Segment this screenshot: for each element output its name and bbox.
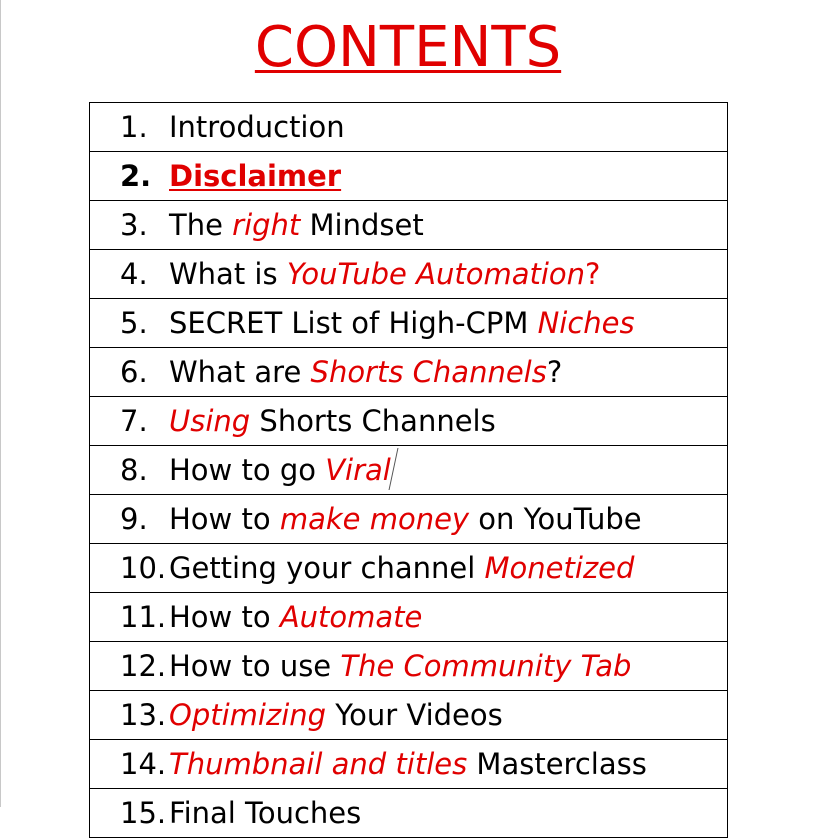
toc-entry-text-part: YouTube Automation xyxy=(286,257,586,291)
toc-entry-text-part: Your Videos xyxy=(326,698,503,732)
toc-entry-text-part: Disclaimer xyxy=(169,159,342,193)
toc-cell xyxy=(90,299,728,348)
toc-entry-text-part: SECRET List of High-CPM xyxy=(169,306,538,340)
toc-cell xyxy=(90,201,728,250)
toc-entry[interactable] xyxy=(90,250,727,298)
toc-entry-text-part: Masterclass xyxy=(467,747,647,781)
toc-cell xyxy=(90,691,728,740)
toc-cell xyxy=(90,446,728,495)
toc-entry-number: 8. xyxy=(120,453,148,487)
toc-entry-number: 13. xyxy=(120,698,167,732)
toc-entry-title xyxy=(169,348,562,396)
toc-entry-number: 11. xyxy=(120,600,167,634)
toc-entry-text-part: make money xyxy=(279,502,470,536)
toc-entry-number: 6. xyxy=(120,355,148,389)
toc-row xyxy=(90,250,728,299)
toc-entry-title xyxy=(169,740,647,788)
toc-entry-title xyxy=(169,397,496,445)
toc-entry-text-part: Mindset xyxy=(300,208,424,242)
toc-entry-text-part: What are xyxy=(169,355,311,389)
toc-row xyxy=(90,446,728,495)
toc-entry-number: 14. xyxy=(120,747,167,781)
toc-row xyxy=(90,201,728,250)
toc-cell xyxy=(90,593,728,642)
toc-entry[interactable] xyxy=(90,593,727,641)
page-title: CONTENTS xyxy=(254,15,562,80)
toc-cell xyxy=(90,740,728,789)
toc-row xyxy=(90,789,728,838)
toc-row xyxy=(90,642,728,691)
toc-entry-title xyxy=(169,299,635,347)
toc-entry-number: 9. xyxy=(120,502,148,536)
toc-cell xyxy=(90,495,728,544)
toc-entry-text-part: The xyxy=(169,208,233,242)
contents-table-body xyxy=(90,103,728,838)
toc-row xyxy=(90,593,728,642)
toc-entry-text-part: Using xyxy=(169,404,251,438)
toc-cell xyxy=(90,642,728,691)
toc-cell xyxy=(90,103,728,152)
toc-entry-text-part: How to xyxy=(169,502,280,536)
toc-row xyxy=(90,544,728,593)
toc-entry[interactable] xyxy=(90,152,727,200)
toc-entry-text-part: Thumbnail and titles xyxy=(169,747,468,781)
toc-entry-text-part: Introduction xyxy=(169,110,345,144)
page-edge xyxy=(0,0,1,807)
toc-entry-number: 12. xyxy=(120,649,167,683)
toc-row xyxy=(90,299,728,348)
toc-entry-title xyxy=(169,544,634,592)
toc-entry[interactable] xyxy=(90,348,727,396)
toc-entry[interactable] xyxy=(90,789,727,837)
toc-entry-text-part: Optimizing xyxy=(169,698,327,732)
toc-row xyxy=(90,397,728,446)
toc-entry-title xyxy=(169,495,642,543)
toc-entry-text-part: Getting your channel xyxy=(169,551,485,585)
toc-entry-text-part: ? xyxy=(585,257,601,291)
toc-row xyxy=(90,691,728,740)
toc-entry-number: 1. xyxy=(120,110,148,144)
toc-entry-text-part: Viral xyxy=(325,453,391,487)
toc-entry-title xyxy=(169,152,341,200)
toc-cell xyxy=(90,789,728,838)
toc-entry-text-part: on YouTube xyxy=(469,502,642,536)
toc-entry-number: 5. xyxy=(120,306,148,340)
toc-entry-text-part: The Community Tab xyxy=(340,649,632,683)
toc-entry[interactable] xyxy=(90,446,727,494)
toc-row xyxy=(90,152,728,201)
toc-entry-number: 15. xyxy=(120,796,167,830)
toc-entry-text-part: right xyxy=(232,208,301,242)
toc-entry-text-part: Monetized xyxy=(484,551,635,585)
toc-entry[interactable] xyxy=(90,740,727,788)
toc-entry[interactable] xyxy=(90,495,727,543)
toc-entry-text-part: Final Touches xyxy=(169,796,362,830)
toc-entry-number: 3. xyxy=(120,208,148,242)
toc-row xyxy=(90,740,728,789)
toc-entry[interactable] xyxy=(90,642,727,690)
toc-entry-title xyxy=(169,250,600,298)
toc-entry-number: 7. xyxy=(120,404,148,438)
toc-cell xyxy=(90,544,728,593)
toc-entry-text-part: Automate xyxy=(279,600,423,634)
toc-entry[interactable] xyxy=(90,397,727,445)
toc-entry-number: 10. xyxy=(120,551,167,585)
toc-entry-title xyxy=(169,789,361,837)
toc-entry-text-part: What is xyxy=(169,257,287,291)
toc-entry-title xyxy=(169,593,422,641)
toc-entry[interactable] xyxy=(90,691,727,739)
toc-entry[interactable] xyxy=(90,544,727,592)
toc-entry[interactable] xyxy=(90,103,727,151)
toc-entry-title xyxy=(169,446,394,494)
toc-entry-title xyxy=(169,103,345,151)
toc-row xyxy=(90,348,728,397)
toc-entry-number: 4. xyxy=(120,257,148,291)
toc-entry-title xyxy=(169,642,631,690)
toc-entry-text-part: Shorts Channels xyxy=(250,404,496,438)
toc-entry-text-part: Niches xyxy=(537,306,635,340)
toc-entry-text-part: How to xyxy=(169,600,280,634)
toc-entry-text-part: How to use xyxy=(169,649,341,683)
toc-entry-text-part: ? xyxy=(546,355,563,389)
toc-entry[interactable] xyxy=(90,299,727,347)
toc-entry-title xyxy=(169,201,424,249)
toc-entry-text-part: How to go xyxy=(169,453,326,487)
toc-cell xyxy=(90,250,728,299)
toc-cell xyxy=(90,397,728,446)
toc-entry[interactable] xyxy=(90,201,727,249)
toc-entry-title xyxy=(169,691,503,739)
contents-table xyxy=(89,102,728,838)
toc-cell xyxy=(90,152,728,201)
toc-row xyxy=(90,103,728,152)
toc-entry-number: 2. xyxy=(120,159,152,193)
toc-entry-text-part: Shorts Channels xyxy=(310,355,547,389)
toc-cell xyxy=(90,348,728,397)
toc-row xyxy=(90,495,728,544)
